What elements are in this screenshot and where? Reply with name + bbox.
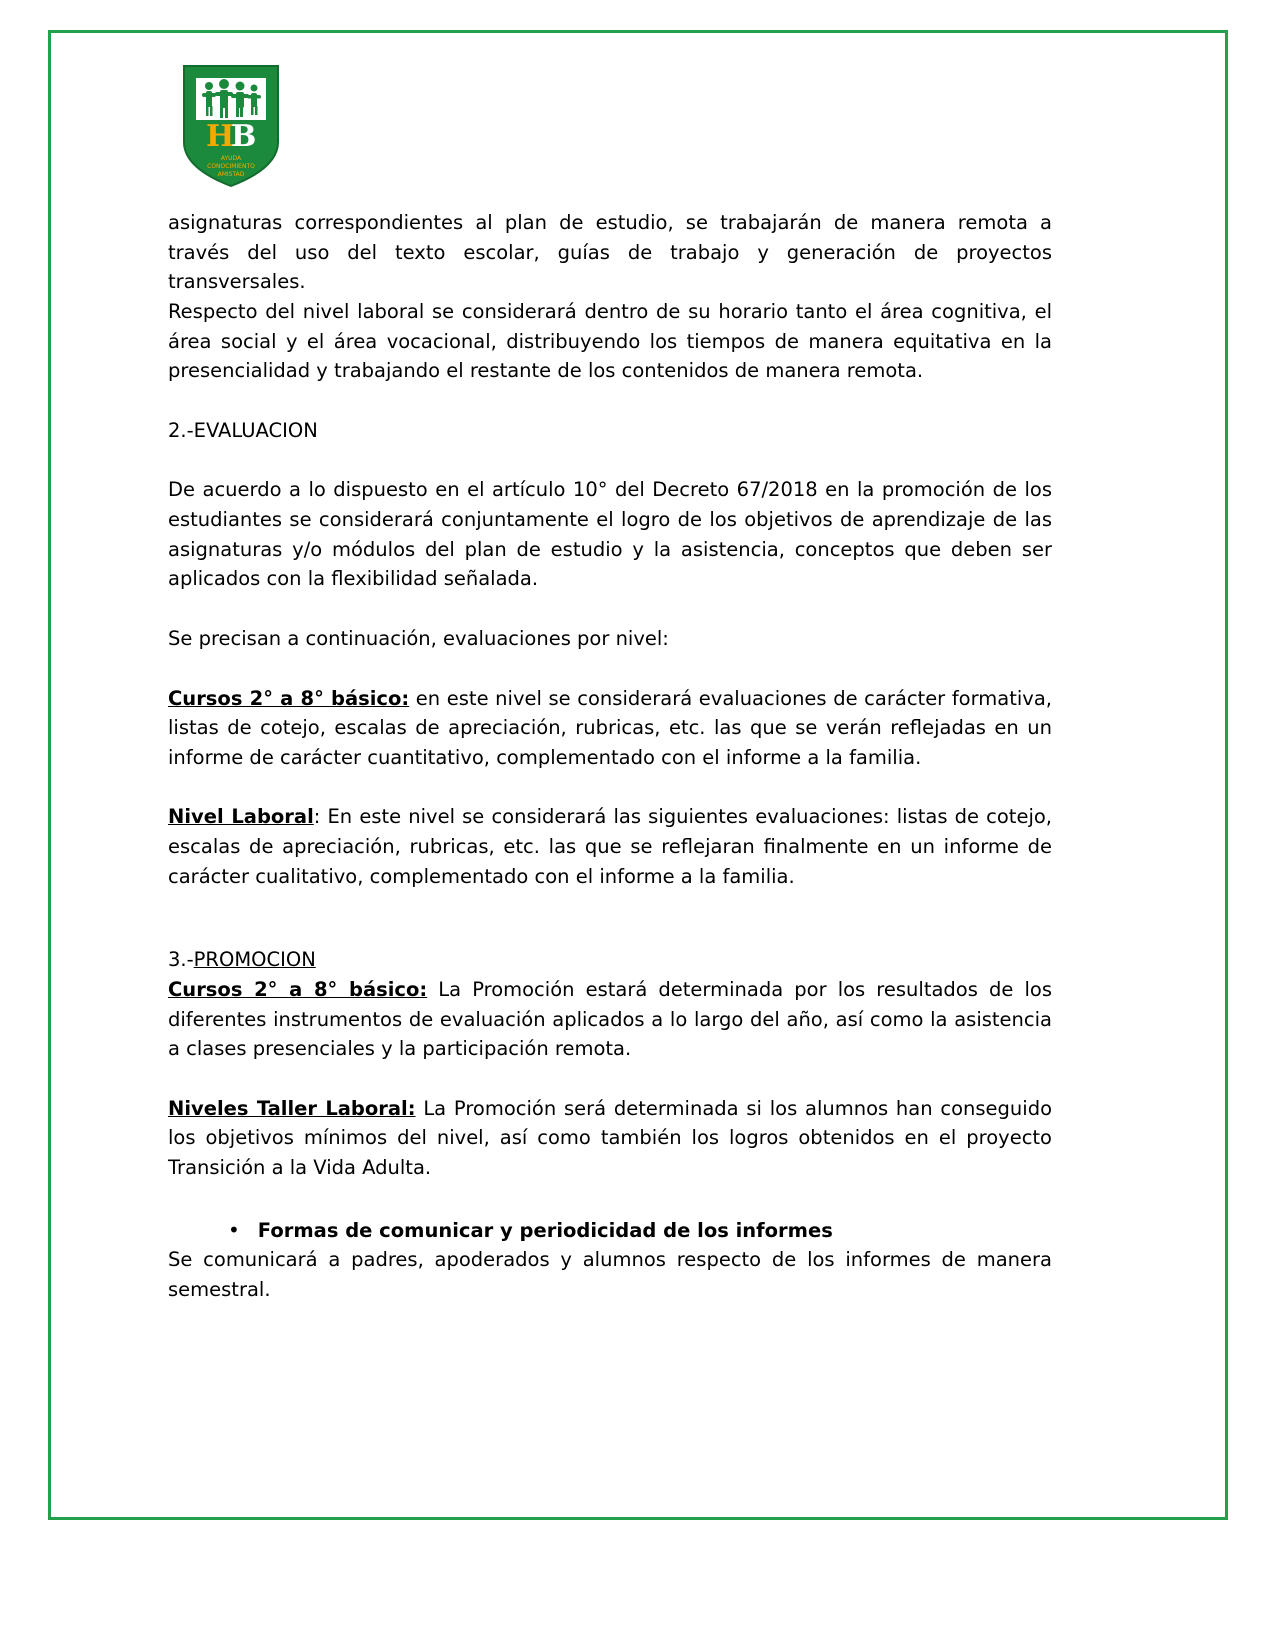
paragraph-continuation: asignaturas correspondientes al plan de estudio, se trabajarán de manera remota a través del uso del texto escolar, guías de trabajo y generación de proyectos transversales. bbox=[168, 211, 1052, 294]
paragraph-decreto-67: De acuerdo a lo dispuesto en el artículo 10° del Decreto 67/2018 en la promoción de los estudiantes se considerará conjuntamente el logro de los objetivos de aprendizaje de las asignaturas y/o módulos del plan de estudio y la asistencia, conceptos que deben ser aplicados con la flexibilidad señalada. bbox=[168, 478, 1052, 591]
label-cursos-2-8-promocion: Cursos 2° a 8° básico: bbox=[168, 977, 428, 1001]
section-heading-promocion bbox=[168, 945, 1052, 975]
school-crest-logo bbox=[176, 60, 286, 190]
text-cursos-2-8-evaluacion: en este nivel se considerará evaluaciones de carácter formativa, listas de cotejo, escalas de apreciación, rubricas, etc. las que se verán reflejadas en un informe de carácter cuantitativo, complementado con el informe a la familia. bbox=[168, 686, 1052, 769]
section-heading-evaluacion: 2.-EVALUACION bbox=[168, 418, 318, 442]
paragraph-nivel-laboral-horario: Respecto del nivel laboral se considerará dentro de su horario tanto el área cognitiva, el área social y el área vocacional, distribuyendo los tiempos de manera equitativa en la presencialidad y trabajando el restante de los contenidos de manera remota. bbox=[168, 299, 1052, 383]
text-cursos-2-8-promocion: La Promoción estará determinada por los resultados de los diferentes instrumentos de evaluación aplicados a lo largo del año, así como la asistencia a clases presenciales y la participación remota. bbox=[168, 977, 1052, 1061]
text-niveles-taller-laboral: La Promoción será determinada si los alumnos han conseguido los objetivos mínimos del nivel, así como también los logros obtenidos en el proyecto Transición a la Vida Adulta. bbox=[168, 1096, 1053, 1179]
svg-text:B: B bbox=[231, 119, 257, 154]
document-content bbox=[168, 60, 1052, 1305]
text-nivel-laboral: : En este nivel se considerará las siguientes evaluaciones: listas de cotejo, escalas de apreciación, rubricas, etc. las que se reflejaran finalmente en un informe de carácter cualitativo, complementado con el informe a la familia. bbox=[168, 805, 1053, 888]
svg-text:H: H bbox=[206, 119, 235, 154]
bullet-dot-icon: • bbox=[228, 1217, 240, 1242]
paragraph-cursos-2-8-promocion bbox=[168, 975, 1052, 1064]
svg-text:CONOCIMIENTO: CONOCIMIENTO bbox=[207, 163, 255, 170]
svg-text:AMISTAD: AMISTAD bbox=[217, 171, 245, 178]
paragraph-niveles-taller-laboral bbox=[168, 1094, 1052, 1183]
label-cursos-2-8-evaluacion: Cursos 2° a 8° básico: bbox=[168, 686, 410, 710]
list-item bbox=[228, 1215, 1052, 1246]
paragraph-precisan-evaluaciones: Se precisan a continuación, evaluaciones por nivel: bbox=[168, 626, 669, 650]
svg-text:AYUDA: AYUDA bbox=[220, 155, 242, 162]
label-nivel-laboral: Nivel Laboral bbox=[168, 805, 314, 829]
paragraph-cursos-2-8-evaluacion bbox=[168, 684, 1052, 773]
label-niveles-taller-laboral: Niveles Taller Laboral: bbox=[168, 1096, 416, 1120]
heading-promocion-number: 3.- bbox=[168, 948, 194, 972]
bullet-text-formas-comunicar: Formas de comunicar y periodicidad de los informes bbox=[257, 1218, 833, 1242]
heading-promocion-text: PROMOCION bbox=[193, 948, 316, 972]
paragraph-comunicacion-semestral: Se comunicará a padres, apoderados y alumnos respecto de los informes de manera semestral. bbox=[168, 1248, 1052, 1301]
paragraph-nivel-laboral-evaluacion bbox=[168, 802, 1052, 891]
